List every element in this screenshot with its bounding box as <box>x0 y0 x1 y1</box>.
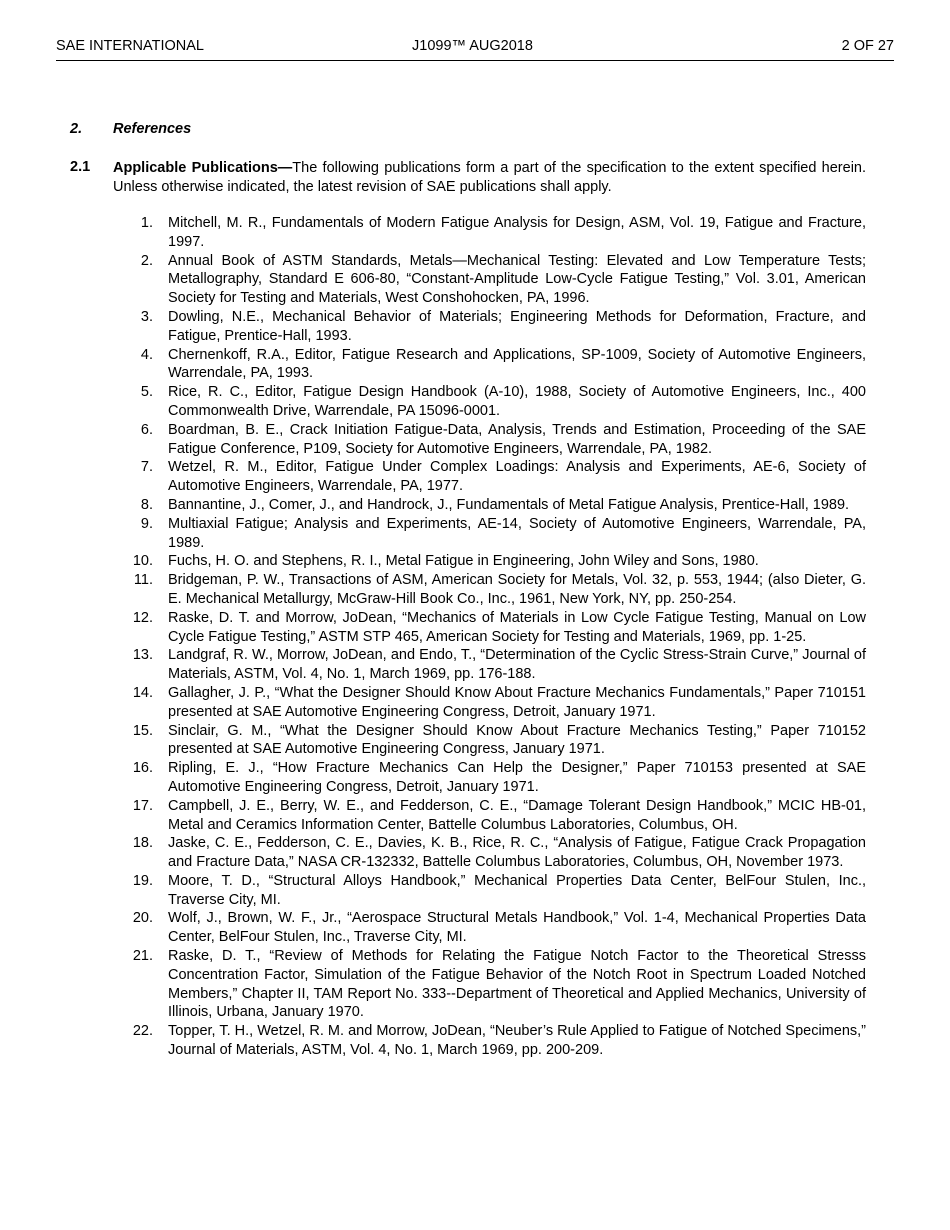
reference-item <box>130 252 866 308</box>
section-number: 2. <box>70 121 83 137</box>
reference-number: 13. <box>132 647 153 664</box>
subsection-paragraph <box>113 159 866 197</box>
reference-number: 3. <box>140 308 153 325</box>
reference-item <box>130 609 866 647</box>
reference-text: Chernenkoff, R.A., Editor, Fatigue Research and Applications, SP-1009, Society of Automotive Engineers, Warrendale, PA, 1993. <box>168 346 866 382</box>
reference-item <box>130 515 866 553</box>
reference-text: Fuchs, H. O. and Stephens, R. I., Metal Fatigue in Engineering, John Wiley and Sons, 1980. <box>168 553 759 570</box>
reference-text: Rice, R. C., Editor, Fatigue Design Handbook (A-10), 1988, Society of Automotive Engineers, Inc., 400 Commonwealth Drive, Warrendale, PA 15096-0001. <box>168 384 866 419</box>
subsection-number: 2.1 <box>70 159 91 175</box>
section-title: References <box>113 121 192 137</box>
reference-text: Dowling, N.E., Mechanical Behavior of Materials; Engineering Methods for Deformation, Fracture, and Fatigue, Prentice-Hall, 1993. <box>168 308 866 344</box>
reference-text: Campbell, J. E., Berry, W. E., and Fedderson, C. E., “Damage Tolerant Design Handbook,” MCIC HB-01, Metal and Ceramics Information Center, Battelle Columbus Laboratories, Columbus, OH. <box>168 797 866 833</box>
reference-number: 10. <box>132 553 153 570</box>
reference-number: 6. <box>140 421 153 438</box>
reference-number: 14. <box>132 684 153 701</box>
reference-item <box>130 458 866 496</box>
reference-number: 19. <box>132 872 153 889</box>
reference-item <box>130 797 866 835</box>
reference-number: 5. <box>140 384 153 401</box>
reference-item <box>130 909 866 947</box>
reference-text: Mitchell, M. R., Fundamentals of Modern Fatigue Analysis for Design, ASM, Vol. 19, Fatigue and Fracture, 1997. <box>168 215 866 250</box>
reference-text: Raske, D. T. and Morrow, JoDean, “Mechanics of Materials in Low Cycle Fatigue Testing, Manual on Low Cycle Fatigue Testing,” ASTM STP 465, American Society for Testing and Materials, 1969, pp. 1-25. <box>168 609 866 645</box>
reference-number: 18. <box>132 835 153 852</box>
subsection-lead: Applicable Publications— <box>113 160 293 176</box>
reference-number: 2. <box>140 252 153 269</box>
reference-item <box>130 496 866 515</box>
reference-item <box>130 872 866 910</box>
reference-number: 20. <box>132 910 153 927</box>
reference-item <box>130 308 866 346</box>
page-header <box>56 36 894 61</box>
reference-item <box>130 947 866 1022</box>
reference-number: 8. <box>140 496 153 513</box>
reference-number: 15. <box>132 722 153 739</box>
reference-text: Ripling, E. J., “How Fracture Mechanics Can Help the Designer,” Paper 710153 presented at SAE Automotive Engineering Congress, Detroit, January 1971. <box>168 760 866 795</box>
reference-item <box>130 552 866 571</box>
reference-number: 11. <box>133 572 153 589</box>
reference-item <box>130 759 866 797</box>
reference-text: Wolf, J., Brown, W. F., Jr., “Aerospace Structural Metals Handbook,” Vol. 1-4, Mechanical Properties Data Center, BelFour Stulen, Inc., Traverse City, MI. <box>168 910 866 946</box>
reference-number: 9. <box>140 515 153 532</box>
header-organization: SAE INTERNATIONAL <box>56 38 204 54</box>
reference-text: Moore, T. D., “Structural Alloys Handbook,” Mechanical Properties Data Center, BelFour Stulen, Inc., Traverse City, MI. <box>168 872 866 908</box>
header-page-number: 2 OF 27 <box>841 38 894 54</box>
reference-item <box>130 346 866 384</box>
reference-item <box>130 646 866 684</box>
reference-item <box>130 421 866 459</box>
reference-text: Wetzel, R. M., Editor, Fatigue Under Complex Loadings: Analysis and Experiments, AE-6, Society of Automotive Engineers, Warrendale, PA, 1977. <box>168 459 866 495</box>
reference-text: Sinclair, G. M., “What the Designer Should Know About Fracture Mechanics Testing,” Paper 710152 presented at SAE Automotive Engineering Congress, January 1971. <box>168 722 866 758</box>
reference-text: Boardman, B. E., Crack Initiation Fatigue-Data, Analysis, Trends and Estimation, Proceeding of the SAE Fatigue Conference, P109, Society for Automotive Engineers, Warrendale, PA, 1982. <box>168 421 866 457</box>
reference-number: 21. <box>132 948 153 965</box>
reference-number: 4. <box>140 346 153 363</box>
reference-number: 22. <box>132 1023 153 1040</box>
header-document-id: J1099™ AUG2018 <box>412 38 533 54</box>
reference-number: 7. <box>140 459 153 476</box>
reference-list <box>130 214 866 1060</box>
reference-item <box>130 214 866 252</box>
reference-item <box>130 1022 866 1060</box>
reference-item <box>130 571 866 609</box>
reference-number: 12. <box>132 609 153 626</box>
reference-number: 1. <box>140 215 153 231</box>
reference-text: Bridgeman, P. W., Transactions of ASM, American Society for Metals, Vol. 32, p. 553, 1944; (also Dieter, G. E. Mechanical Metallurgy, McGraw-Hill Book Co., Inc., 1961, New York, NY, pp. 250-254. <box>168 572 866 607</box>
reference-text: Annual Book of ASTM Standards, Metals—Mechanical Testing: Elevated and Low Temperature Tests; Metallography, Standard E 606-80, “Constant-Amplitude Low-Cycle Fatigue Testing,” Vol. 3.01, American Society for Testing and Materials, West Conshohocken, PA, 1996. <box>168 252 866 307</box>
reference-text: Landgraf, R. W., Morrow, JoDean, and Endo, T., “Determination of the Cyclic Stress-Strain Curve,” Journal of Materials, ASTM, Vol. 4, No. 1, March 1969, pp. 176-188. <box>168 647 866 683</box>
subsection-text: The following publications form a part of the specification to the extent specified herein. Unless otherwise indicated, the latest revision of SAE publications shall apply. <box>113 160 867 195</box>
reference-number: 17. <box>132 797 153 814</box>
reference-text: Bannantine, J., Comer, J., and Handrock, J., Fundamentals of Metal Fatigue Analysis, Prentice-Hall, 1989. <box>168 496 850 513</box>
reference-text: Jaske, C. E., Fedderson, C. E., Davies, K. B., Rice, R. C., “Analysis of Fatigue, Fatigue Crack Propagation and Fracture Data,” NASA CR-132332, Battelle Columbus Laboratories, Columbus, OH, November 1973. <box>168 835 866 871</box>
reference-item <box>130 834 866 872</box>
reference-text: Raske, D. T., “Review of Methods for Relating the Fatigue Notch Factor to the Theoretical Stresss Concentration Factor, Simulation of the Fatigue Behavior of the Notch Root in Spectrum Loaded Notched Members,” Chapter II, TAM Report No. 333--Department of Theoretical and Applied Mechanics, University of Illinois, Urbana, January 1970. <box>168 948 866 1021</box>
reference-text: Gallagher, J. P., “What the Designer Should Know About Fracture Mechanics Fundamentals,” Paper 710151 presented at SAE Automotive Engineering Congress, Detroit, January 1971. <box>168 684 866 720</box>
reference-item <box>130 684 866 722</box>
reference-item <box>130 722 866 760</box>
reference-text: Topper, T. H., Wetzel, R. M. and Morrow, JoDean, “Neuber’s Rule Applied to Fatigue of Notched Specimens,” Journal of Materials, ASTM, Vol. 4, No. 1, March 1969, pp. 200-209. <box>168 1023 866 1059</box>
reference-text: Multiaxial Fatigue; Analysis and Experiments, AE-14, Society of Automotive Engineers, Warrendale, PA, 1989. <box>168 515 866 551</box>
reference-number: 16. <box>132 760 153 777</box>
reference-item <box>130 383 866 421</box>
